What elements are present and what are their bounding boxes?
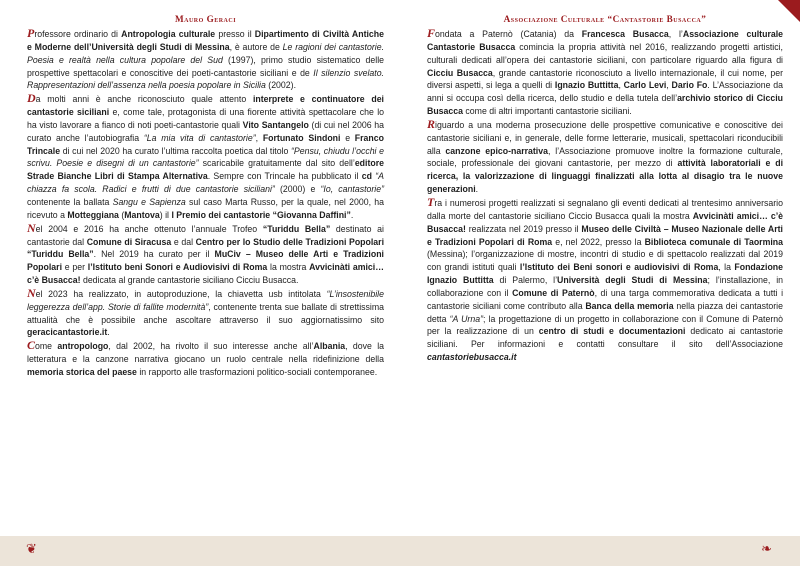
bold-text: Dipartimento di Civiltà Antiche e Moderne dell’Università degli Studi di Messina bbox=[27, 29, 384, 52]
text-run: , bbox=[255, 132, 263, 143]
italic-text: “Pensu, chiudu l’occhi e scrivu. Poesie e disegni di un cantastorie” bbox=[27, 145, 384, 169]
bold-text: Albania bbox=[313, 341, 346, 352]
text-run: di Palermo, l’ bbox=[493, 275, 558, 286]
drop-initial: T bbox=[427, 194, 435, 209]
bold-text: Mantova bbox=[124, 209, 160, 220]
lotus-ornament-icon: ❦ bbox=[26, 542, 37, 557]
drop-initial: F bbox=[427, 26, 436, 40]
text-run: rofessore ordinario di bbox=[34, 29, 122, 39]
text-run: e, nel 2022, presso la bbox=[552, 236, 645, 247]
left-paragraph bbox=[27, 27, 384, 92]
italic-text: “A chiazza fa scola. Radici e frutti di due cantastorie siciliani” bbox=[27, 171, 384, 195]
text-run: ) il bbox=[159, 209, 172, 220]
text-run: destinato ai cantastorie dal bbox=[27, 223, 384, 247]
text-run: . Sempre con Trincale ha pubblicato il bbox=[207, 171, 362, 182]
bold-text: Biblioteca comunale di Taormina bbox=[644, 236, 783, 247]
text-run: . bbox=[107, 327, 110, 338]
text-run: scaricabile gratuitamente dal sito dell’ bbox=[198, 158, 355, 169]
text-run: , l’Associazione promuove inoltre la formazione culturale, sociale, professionale dei giovani cantastorie, per mezzo di bbox=[427, 145, 783, 169]
bold-text: centro di studi e documentazioni bbox=[538, 326, 686, 337]
text-run: e per bbox=[62, 262, 88, 273]
italic-text: Il silenzio svelato. Rappresentazioni dell’assenza nella poesia popolare in Sicilia bbox=[27, 67, 384, 91]
text-run: ; l’installazione, in collaborazione con il bbox=[427, 275, 784, 298]
text-run: dedicato ai cantastorie siciliani. Per informazioni e contatti consultare il sito dell’Associazione bbox=[427, 326, 783, 350]
text-run: , contenente trenta sue ballate di strettissima attualità che è possibile anche ascoltare attraverso il suo aggiornatissimo sito bbox=[27, 301, 385, 325]
left-paragraph bbox=[27, 287, 384, 339]
bold-text: Antropologia culturale bbox=[121, 29, 216, 39]
italic-text: “La mia vita di cantastorie” bbox=[143, 132, 256, 143]
text-run: iguardo a una moderna prosecuzione delle prospettive comunicative e conoscitive dei cantastorie siciliani e, in generale, delle forme letterarie, musicali, spettacolari riconducibili alla bbox=[427, 119, 783, 156]
text-run: in rapporto alle trasformazioni politico-sociali contemporanee. bbox=[136, 366, 378, 377]
bold-text: editore Strade Bianche Libri di Stampa Alternativa bbox=[27, 158, 384, 182]
text-run: la mostra bbox=[267, 262, 310, 273]
drop-initial: N bbox=[27, 220, 36, 235]
bold-text: Fondazione Ignazio Buttitta bbox=[427, 262, 783, 286]
left-paragraph bbox=[27, 92, 384, 221]
bold-text: Avvicinàti amici… c’è Busacca! bbox=[27, 262, 384, 286]
text-run: ( bbox=[118, 209, 125, 220]
bold-text: memoria storica del paese bbox=[27, 366, 137, 377]
bold-text: Avvicinàti amici… c’è Busacca! bbox=[427, 210, 783, 234]
bold-text: “Turiddu Bella” bbox=[262, 223, 331, 234]
bold-text: Vito Santangelo bbox=[242, 119, 309, 130]
text-run: (di cui nel 2006 ha curato anche l’autobiografia bbox=[27, 119, 384, 143]
bold-text: Comune di Siracusa bbox=[86, 236, 172, 247]
text-run: nella piazza dei cantastorie detta bbox=[427, 300, 783, 324]
drop-initial: P bbox=[27, 26, 35, 40]
text-run: ondata a Paternò (Catania) da bbox=[435, 29, 582, 39]
bold-text: archivio storico di Cicciu Busacca bbox=[427, 93, 783, 117]
bold-text: Franco Trincale bbox=[27, 132, 384, 156]
bold-text: cantastoriebusacca.it bbox=[427, 352, 517, 363]
italic-text: “Io, cantastorie” bbox=[320, 184, 385, 195]
text-run: ra i numerosi progetti realizzati si segnalano gli eventi dedicati al trentesimo anniversario dalla morte del cantastorie siciliano Ciccio Busacca quali la mostra bbox=[427, 197, 783, 221]
left-column-title: Mauro Geraci bbox=[174, 14, 237, 24]
drop-initial: R bbox=[427, 116, 436, 131]
text-run: ; la progettazione di un progetto in collaborazione con il Comune di Paternò per la realizzazione di un bbox=[427, 313, 783, 337]
bold-text: cd bbox=[361, 171, 372, 182]
bold-text: Associazione culturale Cantastorie Busacca bbox=[427, 29, 784, 52]
bold-text: Fortunato Sindoni bbox=[262, 132, 341, 143]
bold-text: Comune di Paternò bbox=[512, 287, 595, 298]
bold-text: I Premio dei cantastorie “Giovanna Daffini” bbox=[171, 209, 351, 220]
text-run: (2000) e bbox=[274, 184, 321, 195]
text-run: a molti anni è anche riconosciuto quale attento bbox=[35, 94, 253, 105]
text-run: . bbox=[350, 209, 354, 220]
text-run: e dal bbox=[171, 236, 196, 247]
text-run: el 2023 ha realizzato, in autoproduzione, la chiavetta usb intitolata bbox=[35, 288, 327, 299]
text-run: comincia la propria attività nel 2016, realizzando progetti artistici, culturali dedicati all’opera dei cantastorie siciliani, con particolare riguardo alla figura di bbox=[427, 41, 783, 65]
text-run: contenente la ballata bbox=[27, 196, 113, 207]
text-run: come di altri importanti cantastorie siciliani. bbox=[463, 106, 632, 117]
text-run: e, come tale, protagonista di una fiorente attività spettacolare che lo ha visto lavorare a fianco di noti poeti-cantastorie quali bbox=[27, 107, 384, 130]
right-paragraph bbox=[427, 196, 783, 364]
bold-text: Centro per lo Studio delle Tradizioni Popolari “Turiddu Bella” bbox=[27, 236, 385, 260]
text-run: di cui nel 2020 ha curato l’ultima raccolta poetica dal titolo bbox=[60, 145, 291, 156]
bold-text: antropologo bbox=[57, 341, 109, 352]
italic-text: “L’insostenibile leggerezza dell’app. Storie di fallite modernità” bbox=[27, 288, 384, 312]
text-run: . Nel 2019 ha curato per il bbox=[93, 249, 215, 260]
text-run: el 2004 e 2016 ha anche ottenuto l’annuale Trofeo bbox=[35, 223, 263, 234]
text-run: sul caso Marta Russo, per la quale, nel 2000, ha ricevuto a bbox=[27, 196, 384, 220]
italic-text: “A Urna” bbox=[449, 313, 483, 324]
text-run: , di una targa commemorativa dedicata a tutti i cantastorie siciliani come contributo alla bbox=[427, 287, 784, 311]
bold-text: attività laboratoriali e di ricerca, la valorizzazione di linguaggi finalizzati alla lotta al disagio tra le nuove generazioni bbox=[427, 158, 783, 195]
text-run: , dove la letteratura e la canzone narrativa giocano un ruolo centrale nella ridefinizione della bbox=[27, 341, 385, 365]
bold-text: Carlo Levi bbox=[623, 80, 667, 91]
bold-text: MuCiv – Museo delle Arti e Tradizioni Popolari bbox=[27, 249, 384, 273]
text-run: , dal 2002, ha rivolto il suo interesse anche all’ bbox=[108, 341, 314, 352]
right-column-title: Associazione Culturale “Cantastorie Busacca” bbox=[503, 14, 707, 24]
left-paragraph bbox=[27, 339, 384, 379]
footer-band bbox=[0, 536, 800, 566]
text-run: presso il bbox=[215, 29, 255, 39]
drop-initial: N bbox=[27, 285, 36, 300]
bold-text: geracicantastorie.it bbox=[27, 327, 108, 338]
text-run: (1997), primo studio sistematico delle prospettive spettacolari e conoscitive dei poeti-cantastorie siciliani e de bbox=[27, 54, 385, 78]
text-run: , bbox=[666, 80, 672, 91]
flourish-ornament-icon: ❧ bbox=[761, 542, 772, 557]
bold-text: Ignazio Buttitta bbox=[554, 80, 619, 91]
bold-text: Motteggiana bbox=[67, 209, 119, 220]
left-paragraph bbox=[27, 222, 384, 287]
text-run: realizzata nel 2019 presso il bbox=[465, 223, 582, 234]
text-run: e bbox=[340, 132, 355, 143]
bold-text: Cicciu Busacca bbox=[427, 67, 493, 78]
italic-text: Le ragioni dei cantastorie. Poesia e realtà nella cultura popolare del Sud bbox=[27, 41, 385, 65]
text-run: , è autore de bbox=[229, 41, 283, 52]
bold-text: Museo delle Civiltà – Museo Nazionale delle Arti e Tradizioni Popolari di Roma bbox=[427, 223, 783, 247]
right-column-body bbox=[427, 27, 783, 364]
drop-initial: C bbox=[27, 338, 36, 353]
text-run: , l’ bbox=[668, 29, 683, 39]
drop-initial: D bbox=[27, 91, 36, 106]
bold-text: l’Istituto beni Sonori e Audiovisivi di Roma bbox=[87, 262, 268, 273]
text-run: . L’Associazione da anni si occupa così della ricerca, dello studio e della tutela dell’ bbox=[427, 80, 783, 104]
left-column bbox=[27, 12, 384, 379]
bold-text: Banca della memoria bbox=[585, 300, 674, 311]
bold-text: Dario Fo bbox=[671, 80, 708, 91]
italic-text: Sangu e Sapienza bbox=[112, 196, 186, 207]
left-column-body bbox=[27, 27, 384, 379]
text-run: . bbox=[475, 184, 479, 195]
right-column bbox=[427, 12, 783, 364]
text-run: (Messina); l’organizzazione di mostre, incontri di studio e di spettacolo realizzati dal 2019 con grandi istituti quali bbox=[427, 249, 783, 273]
right-paragraph bbox=[427, 118, 783, 196]
right-paragraph bbox=[427, 27, 783, 118]
text-run: , bbox=[618, 80, 624, 91]
text-run: dedicata al grande cantastorie siciliano Cicciu Busacca. bbox=[80, 275, 299, 286]
text-run: , la bbox=[718, 262, 735, 273]
bold-text: Università degli Studi di Messina bbox=[557, 275, 708, 286]
bold-text: canzone epico-narrativa bbox=[445, 145, 548, 156]
text-run: ome bbox=[35, 341, 58, 352]
bold-text: Francesca Busacca bbox=[581, 29, 669, 39]
bold-text: interprete e continuatore dei cantastorie siciliani bbox=[27, 94, 384, 118]
text-run: , grande cantastorie riconosciuto a livello internazionale, il cui nome, per diversi aspetti, si lega a quelli di bbox=[427, 67, 783, 91]
text-run: (2002). bbox=[265, 80, 296, 91]
bold-text: l’Istituto dei Beni sonori e audiovisivi di Roma bbox=[519, 262, 719, 273]
